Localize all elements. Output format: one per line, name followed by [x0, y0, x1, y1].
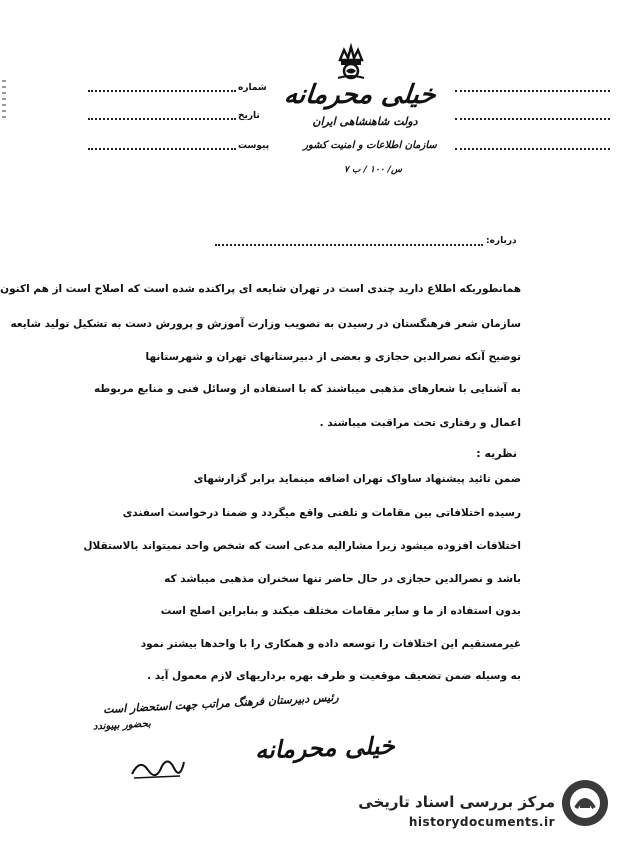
- right-header-line-2: [455, 118, 610, 120]
- body-line-4: به آشنایی با شعارهای مذهبی میباشند که با استفاده از وسائل فنی و منابع مربوطه: [93, 383, 521, 395]
- note-line-2: رسیده اختلافاتی بین مقامات و تلفنی واقع میگردد و ضمنا درخواست اسفندی: [122, 507, 521, 519]
- subject-label: درباره:: [486, 236, 517, 246]
- number-field-label: شماره: [238, 83, 267, 93]
- body-line-2: سازمان شعر فرهنگستان در رسیدن به تصویب وزارت آموزش و پرورش دست به تشکیل تولید شایعه: [10, 318, 521, 330]
- body-line-3: توضیح آنکه نصرالدین حجازی و بعضی از دبیرستانهای تهران و شهرستانها: [145, 351, 521, 363]
- handwritten-annotation: رئیس دبیرستان فرهنگ مراتب جهت استحضار است: [102, 690, 340, 717]
- reference-number: س/ ۱۰۰ / ب ۷: [344, 165, 402, 175]
- crown-emblem-icon: [334, 44, 368, 82]
- handwritten-signature: [128, 752, 186, 782]
- archive-center-name: مرکز بررسی اسناد تاریخی: [358, 793, 555, 811]
- attachment-field-line: [88, 148, 236, 150]
- body-line-1: همانطوریکه اطلاع دارید چندی است در تهران شایعه ای پراکنده شده است که اصلاح است از هم اکنون: [0, 283, 521, 295]
- note-line-4: باشد و نصرالدین حجازی در حال حاضر تنها سخنران مذهبی میباشد که: [164, 573, 521, 585]
- attachment-field-label: پیوست: [238, 141, 270, 151]
- right-header-line-1: [455, 90, 610, 92]
- note-line-1: ضمن تائید پیشنهاد ساواک تهران اضافه مینماید برابر گزارشهای: [193, 473, 521, 485]
- archive-logo-icon: [560, 778, 610, 828]
- government-subheading: دولت شاهنشاهی ایران: [312, 115, 418, 128]
- note-line-3: اختلافات افزوده میشود زیرا مشارالیه مدعی است که شخص واحد نمیتواند بالاستقلال: [83, 540, 521, 552]
- scan-edge-marks: [2, 80, 6, 122]
- subject-line: [215, 244, 483, 246]
- handwritten-heading: خیلی محرمانه: [254, 730, 396, 765]
- note-label: نظریه :: [476, 447, 517, 460]
- date-field-label: تاریخ: [238, 111, 260, 121]
- classification-heading: خیلی محرمانه: [282, 80, 438, 110]
- note-line-6: غیرمستقیم این اختلافات را توسعه داده و همکاری را با واحدها بیشتر نمود: [140, 638, 521, 650]
- archive-website: historydocuments.ir: [408, 815, 555, 829]
- date-field-line: [88, 118, 236, 120]
- note-line-7: به وسیله ضمن تضعیف موقعیت و طرف بهره برداریهای لازم معمول آید .: [147, 670, 521, 682]
- organization-name: سازمان اطلاعات و امنیت کشور: [303, 140, 437, 151]
- number-field-line: [88, 90, 236, 92]
- handwritten-side-note: بحضور بپیوندد: [92, 718, 152, 733]
- body-line-5: اعمال و رفتاری تحت مراقبت میباشند .: [319, 417, 521, 429]
- note-line-5: بدون استفاده از ما و سایر مقامات مختلف میکند و بنابراین اصلح است: [160, 605, 521, 617]
- right-header-line-3: [455, 148, 610, 150]
